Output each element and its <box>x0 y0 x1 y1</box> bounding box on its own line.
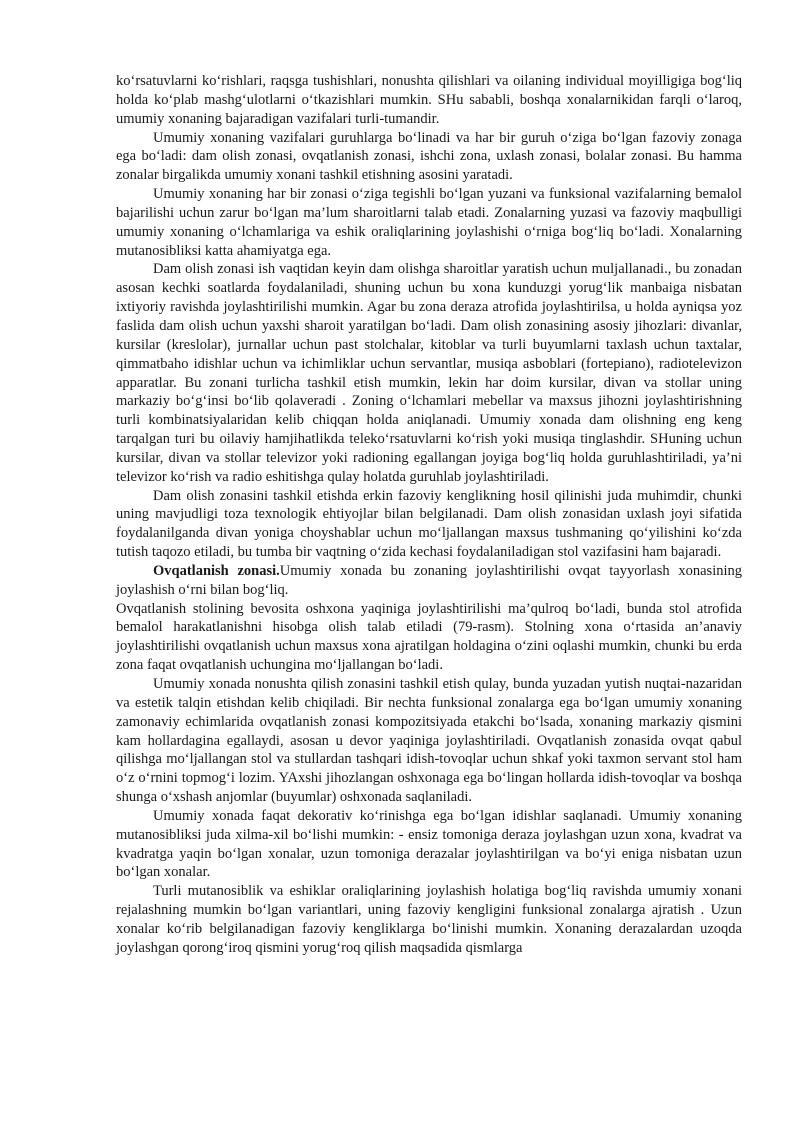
paragraph-9: Umumiy xonada faqat dekorativ ko‘rinishga ega bo‘lgan idishlar saqlanadi. Umumiy xonaning mutanosibliksi juda xilma-xil bo‘lishi mumkin: - ensiz tomoniga deraza joylashgan uzun xona, kvadrat va kvadratga yaqin bo‘lgan xonalar, uzun tomoniga derazalar joylashtirilgan va bo‘yi eniga nisbatan uzun bo‘lgan xonalar. <box>116 807 742 881</box>
paragraph-4: Dam olish zonasi ish vaqtidan keyin dam olishga sharoitlar yaratish uchun muljallanadi., bu zonadan asosan kechki soatlarda foydalaniladi, shuning uchun bu xona kunduzgi yorug‘lik manbaiga nisbatan ixtiyoriy ravishda joylashtirilishi mumkin. Agar bu zona deraza atrofida joylashtirilsa, u holda ayniqsa yoz faslida dam olish uchun yaxshi sharoit yaratilgan bo‘ladi. Dam olish zonasining asosiy jihozlari: divanlar, kursilar (kreslolar), jurnallar uchun past stolchalar, kitoblar va turli buyumlarni taxlash uchun taxtalar, qimmatbaho idishlar uchun va ichimliklar uchun servantlar, musiqa asboblari (fortepiano), radiotelevizon apparatlar. Bu zonani turlicha tashkil etish mumkin, lekin har doim kursilar, divan va stollar uning markaziy bo‘g‘insi bo‘lib qolaveradi . Zoning o‘lchamlari mebellar va maxsus jihozni joylashtirishning turli kombinatsiyalaridan kelib chiqqan holda aniqlanadi. Umumiy xonada dam olishning eng keng tarqalgan turi bu oilaviy hamjihatlikda teleko‘rsatuvlarni ko‘rish yoki musiqa tinglashdir. SHuning uchun kursilar, divan va stollar televizor yoki radioning egallangan joyiga bog‘liq holda guruhlashtiriladi, ya’ni televizor ko‘rish va radio eshitishga qulay holatda guruhlab joylashtiriladi. <box>116 261 742 485</box>
paragraph-10: Turli mutanosiblik va eshiklar oraliqlarining joylashish holatiga bog‘liq ravishda umumiy xonani rejalashning mumkin bo‘lgan variantlari, uning fazoviy kengligini funksional zonalarga ajratish . Uzun xonalar ko‘rib belgilanadigan fazoviy kengliklarga bo‘linishi mumkin. Xonaning derazalardan uzoqda joylashgan qorong‘iroq qismini yorug‘roq qilish maqsadida qismlarga <box>116 883 742 956</box>
paragraph-7: Ovqatlanish stolining bevosita oshxona yaqiniga joylashtirilishi ma’qulroq bo‘ladi, bunda stol atrofida bemalol harakatlanishni hisobga olish talab etiladi (79-rasm). Stolning xona o‘rtasida an’anaviy joylashtirilishi ovqatlanish uchun maxsus xona ajratilgan holdagina o‘zini oqlashi mumkin, chunki bu erda zona faqat ovqatlanish uchungina mo‘ljallangan bo‘ladi. <box>116 600 742 674</box>
section-heading: Ovqatlanish zonasi. <box>153 562 280 579</box>
paragraph-1: ko‘rsatuvlarni ko‘rishlari, raqsga tushishlari, nonushta qilishlari va oilaning individual moyilligiga bog‘liq holda ko‘plab mashg‘ulotlarni o‘tkazishlari mumkin. SHu sababli, boshqa xonalarnikidan farqli o‘laroq, umumiy xonaning bajaradigan vazifalari turli-tumandir. <box>116 73 742 127</box>
paragraph-8: Umumiy xonada nonushta qilish zonasini tashkil etish qulay, bunda yuzadan yutish nuqtai-nazaridan va estetik talqin etishdan kelib chiqiladi. Bir nechta funksional zonalarga ega bo‘lgan umumiy xonaning zamonaviy echimlarida ovqatlanish zonasi kompozitsiyada etakchi bo‘lsada, xonaning markaziy qismini kam hollardagina egallaydi, asosan u devor yaqiniga joylashtiriladi. Ovqatlanish zonasida ovqat qabul qilishga mo‘ljallangan stol va stullardan tashqari idish-tovoqlar uchun shkaf yoki taxmon servant stol ham o‘z o‘rnini topmog‘i lozim. YAxshi jihozlangan oshxonaga ega bo‘lingan hollarda idish-tovoqlar va boshqa shunga o‘xshash anjomlar (buyumlar) oshxonada saqlaniladi. <box>116 676 742 806</box>
document-page <box>116 72 742 958</box>
paragraph-6-text: Umumiy xonada bu zonaning joylashtirilishi ovqat tayyorlash xonasining joylashish o‘rni bilan bog‘liq. <box>116 562 743 598</box>
paragraph-5: Dam olish zonasini tashkil etishda erkin fazoviy kenglikning hosil qilinishi juda muhimdir, chunki uning mavjudligi toza texnologik ehtiyojlar bilan belgilanadi. Dam olish zonasidan uxlash joyi sifatida foydalanilganda divan yoniga choyshablar uchun mo‘ljallangan maxsus tushmaning qo‘yilishini ko‘zda tutish taqozo etiladi, bu tumba bir vaqtning o‘zida kechasi foydalaniladigan stol vazifasini ham bajaradi. <box>116 487 742 561</box>
paragraph-2: Umumiy xonaning vazifalari guruhlarga bo‘linadi va har bir guruh o‘ziga bo‘lgan fazoviy zonaga ega bo‘ladi: dam olish zonasi, ovqatlanish zonasi, ishchi zona, uxlash zonasi, bolalar zonasi. Bu hamma zonalar birgalikda umumiy xonani tashkil etishning asosini yaratadi. <box>116 129 742 184</box>
paragraph-6 <box>116 562 742 600</box>
paragraph-3: Umumiy xonaning har bir zonasi o‘ziga tegishli bo‘lgan yuzani va funksional vazifalarning bemalol bajarilishi uchun zarur bo‘lgan ma’lum sharoitlarni talab etadi. Zonalarning yuzasi va fazoviy maqbulligi umumiy xonaning o‘lchamlariga va eshik oraliqlarining joylashishi o‘rniga bog‘liq bo‘ladi. Xonalarning mutanosibliksi katta ahamiyatga ega. <box>116 186 742 259</box>
